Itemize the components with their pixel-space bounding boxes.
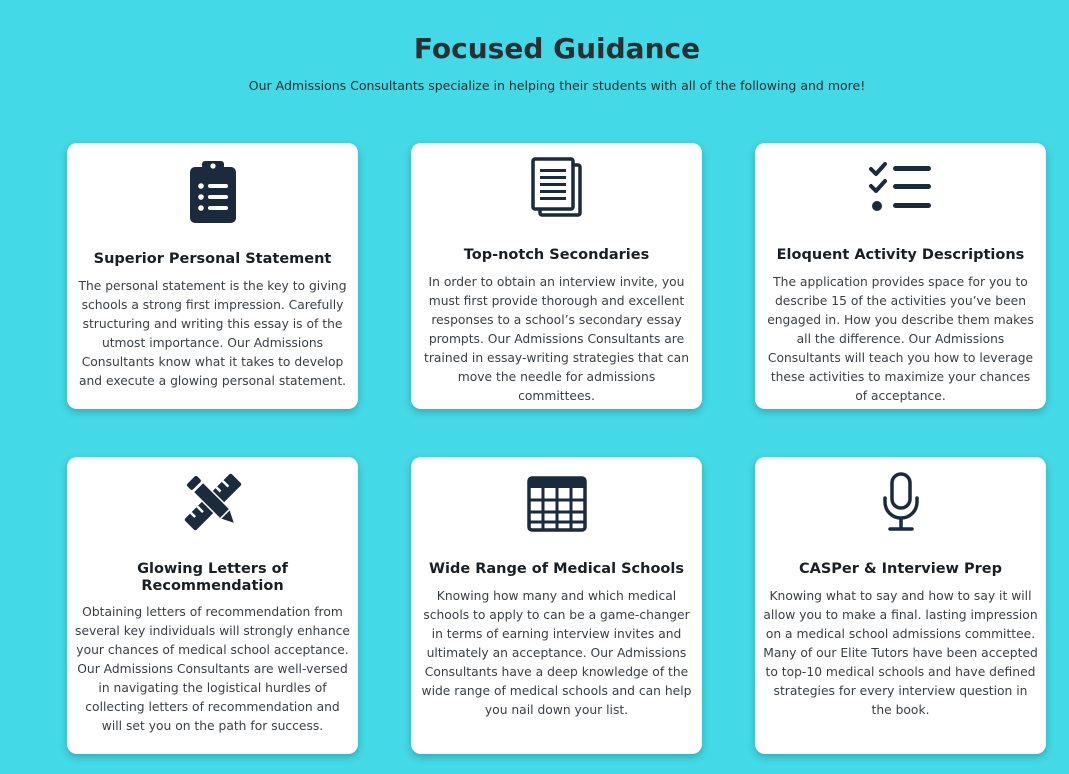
card-description: The personal statement is the key to giving schools a strong first impression. Carefully structuring and writing this essay is of the utmost importance. Our Admissions Consultants know what it takes to develop and execute a glowing personal statement. (78, 279, 347, 388)
card-title: Eloquent Activity Descriptions (776, 247, 1025, 263)
page-subtitle: Our Admissions Consultants specialize in helping their students with all of the following and more! (248, 78, 866, 93)
card-title: Glowing Letters of Recommendation (137, 561, 288, 594)
feature-card-personal-statement (67, 143, 358, 409)
card-description: Knowing how many and which medical schools to apply to can be a game-changer in terms of earning interview invites and ultimately an acceptance. Our Admissions Consultants have a deep knowledge of the wide range of medical schools and can help you nail down your list. (421, 589, 692, 717)
card-description: In order to obtain an interview invite, you must first provide thorough and excellent responses to a school’s secondary essay prompts. Our Admissions Consultants are trained in essay-writing strategies that can move the needle for admissions committees. (424, 275, 689, 403)
card-description: The application provides space for you to describe 15 of the activities you’ve been engaged in. How you describe them makes all the difference. Our Admissions Consultants will teach you how to leverage these activities to maximize your chances of acceptance. (767, 275, 1034, 403)
documents-icon (411, 157, 702, 219)
card-title: Top-notch Secondaries (463, 247, 650, 263)
card-description: Obtaining letters of recommendation from several key individuals will strongly enhance your chances of medical school acceptance. Our Admissions Consultants are well-versed in navigating the logistical hurdles of collecting letters of recommendation and will set you on the path for success. (75, 605, 350, 733)
feature-card-activity-descriptions (755, 143, 1046, 409)
feature-card-secondaries (411, 143, 702, 409)
feature-card-medical-schools (411, 457, 702, 754)
card-description: Knowing what to say and how to say it will allow you to make a final. lasting impression on a medical school admissions committee. Many of our Elite Tutors have been accepted to top-10 medical schools and have defined strategies for every interview question in the book. (763, 589, 1038, 717)
feature-card-interview-prep (755, 457, 1046, 754)
card-title: Superior Personal Statement (93, 251, 332, 267)
card-title: CASPer & Interview Prep (799, 561, 1002, 577)
clipboard-list-icon (67, 159, 358, 225)
card-title: Wide Range of Medical Schools (429, 561, 684, 577)
microphone-icon (755, 471, 1046, 533)
checklist-icon (755, 159, 1046, 217)
pencil-ruler-icon (67, 471, 358, 533)
table-icon (411, 475, 702, 533)
page-title: Focused Guidance (413, 32, 701, 65)
feature-card-letters-of-recommendation (67, 457, 358, 754)
